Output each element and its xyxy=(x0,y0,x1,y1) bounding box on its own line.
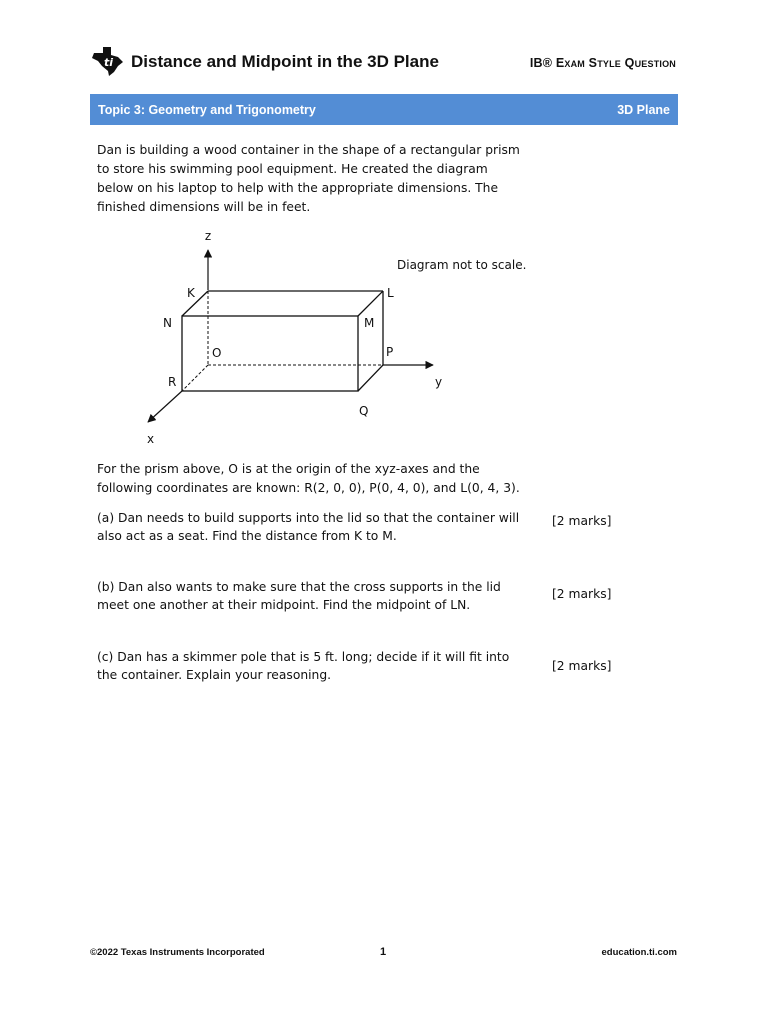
vertex-label-p: P xyxy=(386,345,394,359)
footer-page-number: 1 xyxy=(380,946,387,958)
page-title: Distance and Midpoint in the 3D Plane xyxy=(131,52,439,71)
question-a-marks: [2 marks] xyxy=(552,514,612,528)
footer-copyright: ©2022 Texas Instruments Incorporated xyxy=(90,947,265,958)
question-b-marks: [2 marks] xyxy=(552,587,612,601)
vertex-label-l: L xyxy=(387,286,394,300)
vertex-label-o: O xyxy=(212,346,222,360)
vertex-label-n: N xyxy=(163,316,172,330)
topic-label: Topic 3: Geometry and Trigonometry xyxy=(98,103,316,117)
scale-note: Diagram not to scale. xyxy=(397,258,527,272)
svg-text:ti: ti xyxy=(104,56,114,69)
prism-diagram xyxy=(130,225,550,455)
texas-instruments-logo xyxy=(90,44,126,78)
intro-paragraph: Dan is building a wood container in the shape of a rectangular prism to store his swimming pool equipment. He created the diagram below on his laptop to help with the appropriate dimensions. The finished dimensions will be in feet. xyxy=(97,143,520,214)
hidden-edges xyxy=(182,291,383,391)
axis-label-y: y xyxy=(435,375,443,389)
axis-label-x: x xyxy=(147,432,155,446)
question-c-marks: [2 marks] xyxy=(552,659,612,673)
question-b: (b) Dan also wants to make sure that the cross supports in the lid meet one another at their midpoint. Find the midpoint of LN. xyxy=(97,580,501,612)
vertex-label-m: M xyxy=(364,316,375,330)
vertex-label-r: R xyxy=(168,375,177,389)
section-label: 3D Plane xyxy=(617,103,670,117)
x-axis xyxy=(148,391,182,422)
page-subtitle: IB® Exam Style Question xyxy=(529,56,676,70)
coordinates-paragraph: For the prism above, O is at the origin of the xyz-axes and the following coordinates are known: R(2, 0, 0), P(0, 4, 0), and L(0, 4, 3). xyxy=(97,462,520,495)
visible-edges xyxy=(182,291,383,391)
question-c: (c) Dan has a skimmer pole that is 5 ft. long; decide if it will fit into the container. Explain your reasoning. xyxy=(97,650,510,682)
vertex-label-q: Q xyxy=(359,404,369,418)
question-a: (a) Dan needs to build supports into the lid so that the container will also act as a seat. Find the distance from K to M. xyxy=(97,511,520,543)
vertex-label-k: K xyxy=(187,286,195,300)
axis-label-z: z xyxy=(204,229,212,243)
topic-banner xyxy=(90,94,678,125)
footer-site: education.ti.com xyxy=(601,947,677,958)
